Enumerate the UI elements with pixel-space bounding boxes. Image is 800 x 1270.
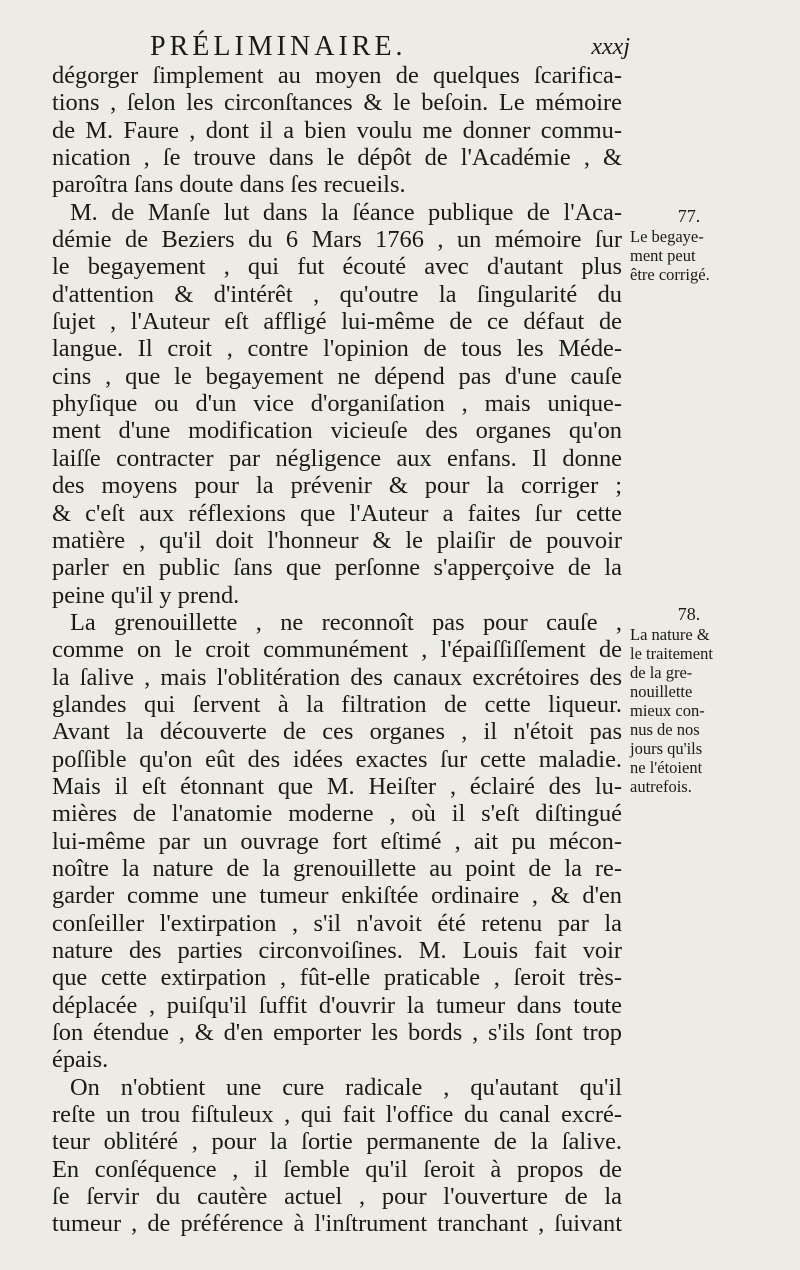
margin-note-line: nus de nos bbox=[630, 720, 700, 739]
text-line: ſon étendue , & d'en emporter les bords , s'ils ſont trop bbox=[52, 1019, 622, 1047]
margin-note-line: mieux con- bbox=[630, 701, 705, 720]
text-line: déplacée , puiſqu'il ſuffit d'ouvrir la tumeur dans toute bbox=[52, 991, 622, 1019]
text-line: d'attention & d'intérêt , qu'outre la ſingularité du bbox=[52, 280, 622, 308]
text-line: noître la nature de la grenouillette au point de la re- bbox=[52, 854, 622, 882]
text-line: de M. Faure , dont il a bien voulu me donner commu- bbox=[52, 116, 622, 144]
text-line: ſujet , l'Auteur eſt affligé lui-même de ce défaut de bbox=[52, 308, 622, 336]
text-line: lui-même par un ouvrage fort eſtimé , ait pu mécon- bbox=[52, 827, 622, 855]
text-line: la ſalive , mais l'oblitération des canaux excrétoires des bbox=[52, 663, 622, 691]
text-line: M. de Manſe lut dans la ſéance publique de l'Aca- bbox=[70, 198, 622, 226]
text-line: épais. bbox=[52, 1046, 109, 1074]
text-line: conſeiller l'extirpation , s'il n'avoit été retenu par la bbox=[52, 909, 622, 937]
margin-note-line: autrefois. bbox=[630, 777, 692, 796]
text-line: cins , que le begayement ne dépend pas d'une cauſe bbox=[52, 362, 622, 390]
text-line: Avant la découverte de ces organes , il n'étoit pas bbox=[52, 718, 622, 746]
text-line: dégorger ſimplement au moyen de quelques ſcarifica- bbox=[52, 62, 622, 89]
text-line: Mais il eſt étonnant que M. Heiſter , éclairé des lu- bbox=[52, 772, 622, 800]
margin-note-line: de la gre- bbox=[630, 663, 693, 682]
margin-note-number: 77. bbox=[677, 206, 701, 226]
text-line: peine qu'il y prend. bbox=[52, 581, 240, 609]
text-line: nature des parties circonvoiſines. M. Louis fait voir bbox=[52, 937, 622, 964]
text-line: le begayement , qui fut écouté avec d'autant plus bbox=[52, 253, 622, 281]
margin-note-line: La nature & bbox=[630, 625, 710, 644]
margin-note-77 bbox=[630, 205, 748, 284]
margin-note-line: jours qu'ils bbox=[630, 739, 703, 758]
margin-note-line: le traitement bbox=[630, 644, 713, 663]
text-line: ſe ſervir du cautère actuel , pour l'ouverture de la bbox=[52, 1183, 622, 1211]
text-line: On n'obtient une cure radicale , qu'autant qu'il bbox=[70, 1073, 622, 1101]
text-line: matière , qu'il doit l'honneur & le plaiſir de pouvoir bbox=[52, 526, 622, 554]
text-line: teur oblitéré , pour la ſortie permanente de la ſalive. bbox=[52, 1128, 622, 1156]
text-line: tions , ſelon les circonſtances & le beſoin. Le mémoire bbox=[52, 89, 622, 117]
margin-note-line: nouillette bbox=[630, 682, 693, 701]
margin-note-line: ment peut bbox=[630, 246, 696, 265]
text-line: poſſible qu'on eût des idées exactes ſur cette maladie. bbox=[52, 745, 622, 773]
margin-note-line: ne l'étoient bbox=[630, 758, 703, 777]
text-line: comme on le croit communément , l'épaiſſiſſement de bbox=[52, 636, 622, 664]
text-line: glandes qui ſervent à la filtration de cette liqueur. bbox=[52, 690, 622, 718]
text-line: langue. Il croit , contre l'opinion de tous les Méde- bbox=[52, 335, 622, 363]
margin-note-line: Le begaye- bbox=[630, 227, 704, 246]
text-line: & c'eſt aux réflexions que l'Auteur a faites ſur cette bbox=[52, 499, 622, 527]
text-line: tumeur , de préférence à l'inſtrument tranchant , ſuivant bbox=[52, 1210, 622, 1238]
text-line: La grenouillette , ne reconnoît pas pour cauſe , bbox=[70, 608, 622, 636]
text-line: phyſique ou d'un vice d'organiſation , mais unique- bbox=[52, 390, 622, 418]
text-line: En conſéquence , il ſemble qu'il ſeroit à propos de bbox=[52, 1155, 622, 1183]
running-head bbox=[150, 30, 630, 64]
text-line: paroîtra ſans doute dans ſes recueils. bbox=[52, 171, 406, 199]
text-line: démie de Beziers du 6 Mars 1766 , un mémoire ſur bbox=[52, 226, 622, 254]
margin-note-number: 78. bbox=[677, 604, 701, 624]
text-line: reſte un trou fiſtuleux , qui fait l'office du canal excré- bbox=[52, 1101, 622, 1129]
margin-note-78 bbox=[630, 603, 748, 796]
text-line: nication , ſe trouve dans le dépôt de l'Académie , & bbox=[52, 144, 622, 172]
main-text-column bbox=[52, 62, 622, 1238]
text-line: que cette extirpation , fût-elle praticable , ſeroit très- bbox=[52, 964, 622, 992]
text-line: ment d'une modification vicieuſe des organes qu'on bbox=[52, 417, 622, 445]
running-title: PRÉLIMINAIRE. bbox=[150, 31, 407, 62]
text-line: garder comme une tumeur enkiſtée ordinaire , & d'en bbox=[52, 882, 622, 910]
text-line: parler en public ſans que perſonne s'apperçoive de la bbox=[52, 554, 622, 582]
page-number: xxxj bbox=[591, 34, 630, 60]
margin-note-line: être corrigé. bbox=[630, 265, 710, 284]
text-line: des moyens pour la prévenir & pour la corriger ; bbox=[52, 472, 622, 500]
text-line: mières de l'anatomie moderne , où il s'eſt diſtingué bbox=[52, 800, 622, 828]
text-line: laiſſe contracter par négligence aux enfans. Il donne bbox=[52, 444, 622, 472]
